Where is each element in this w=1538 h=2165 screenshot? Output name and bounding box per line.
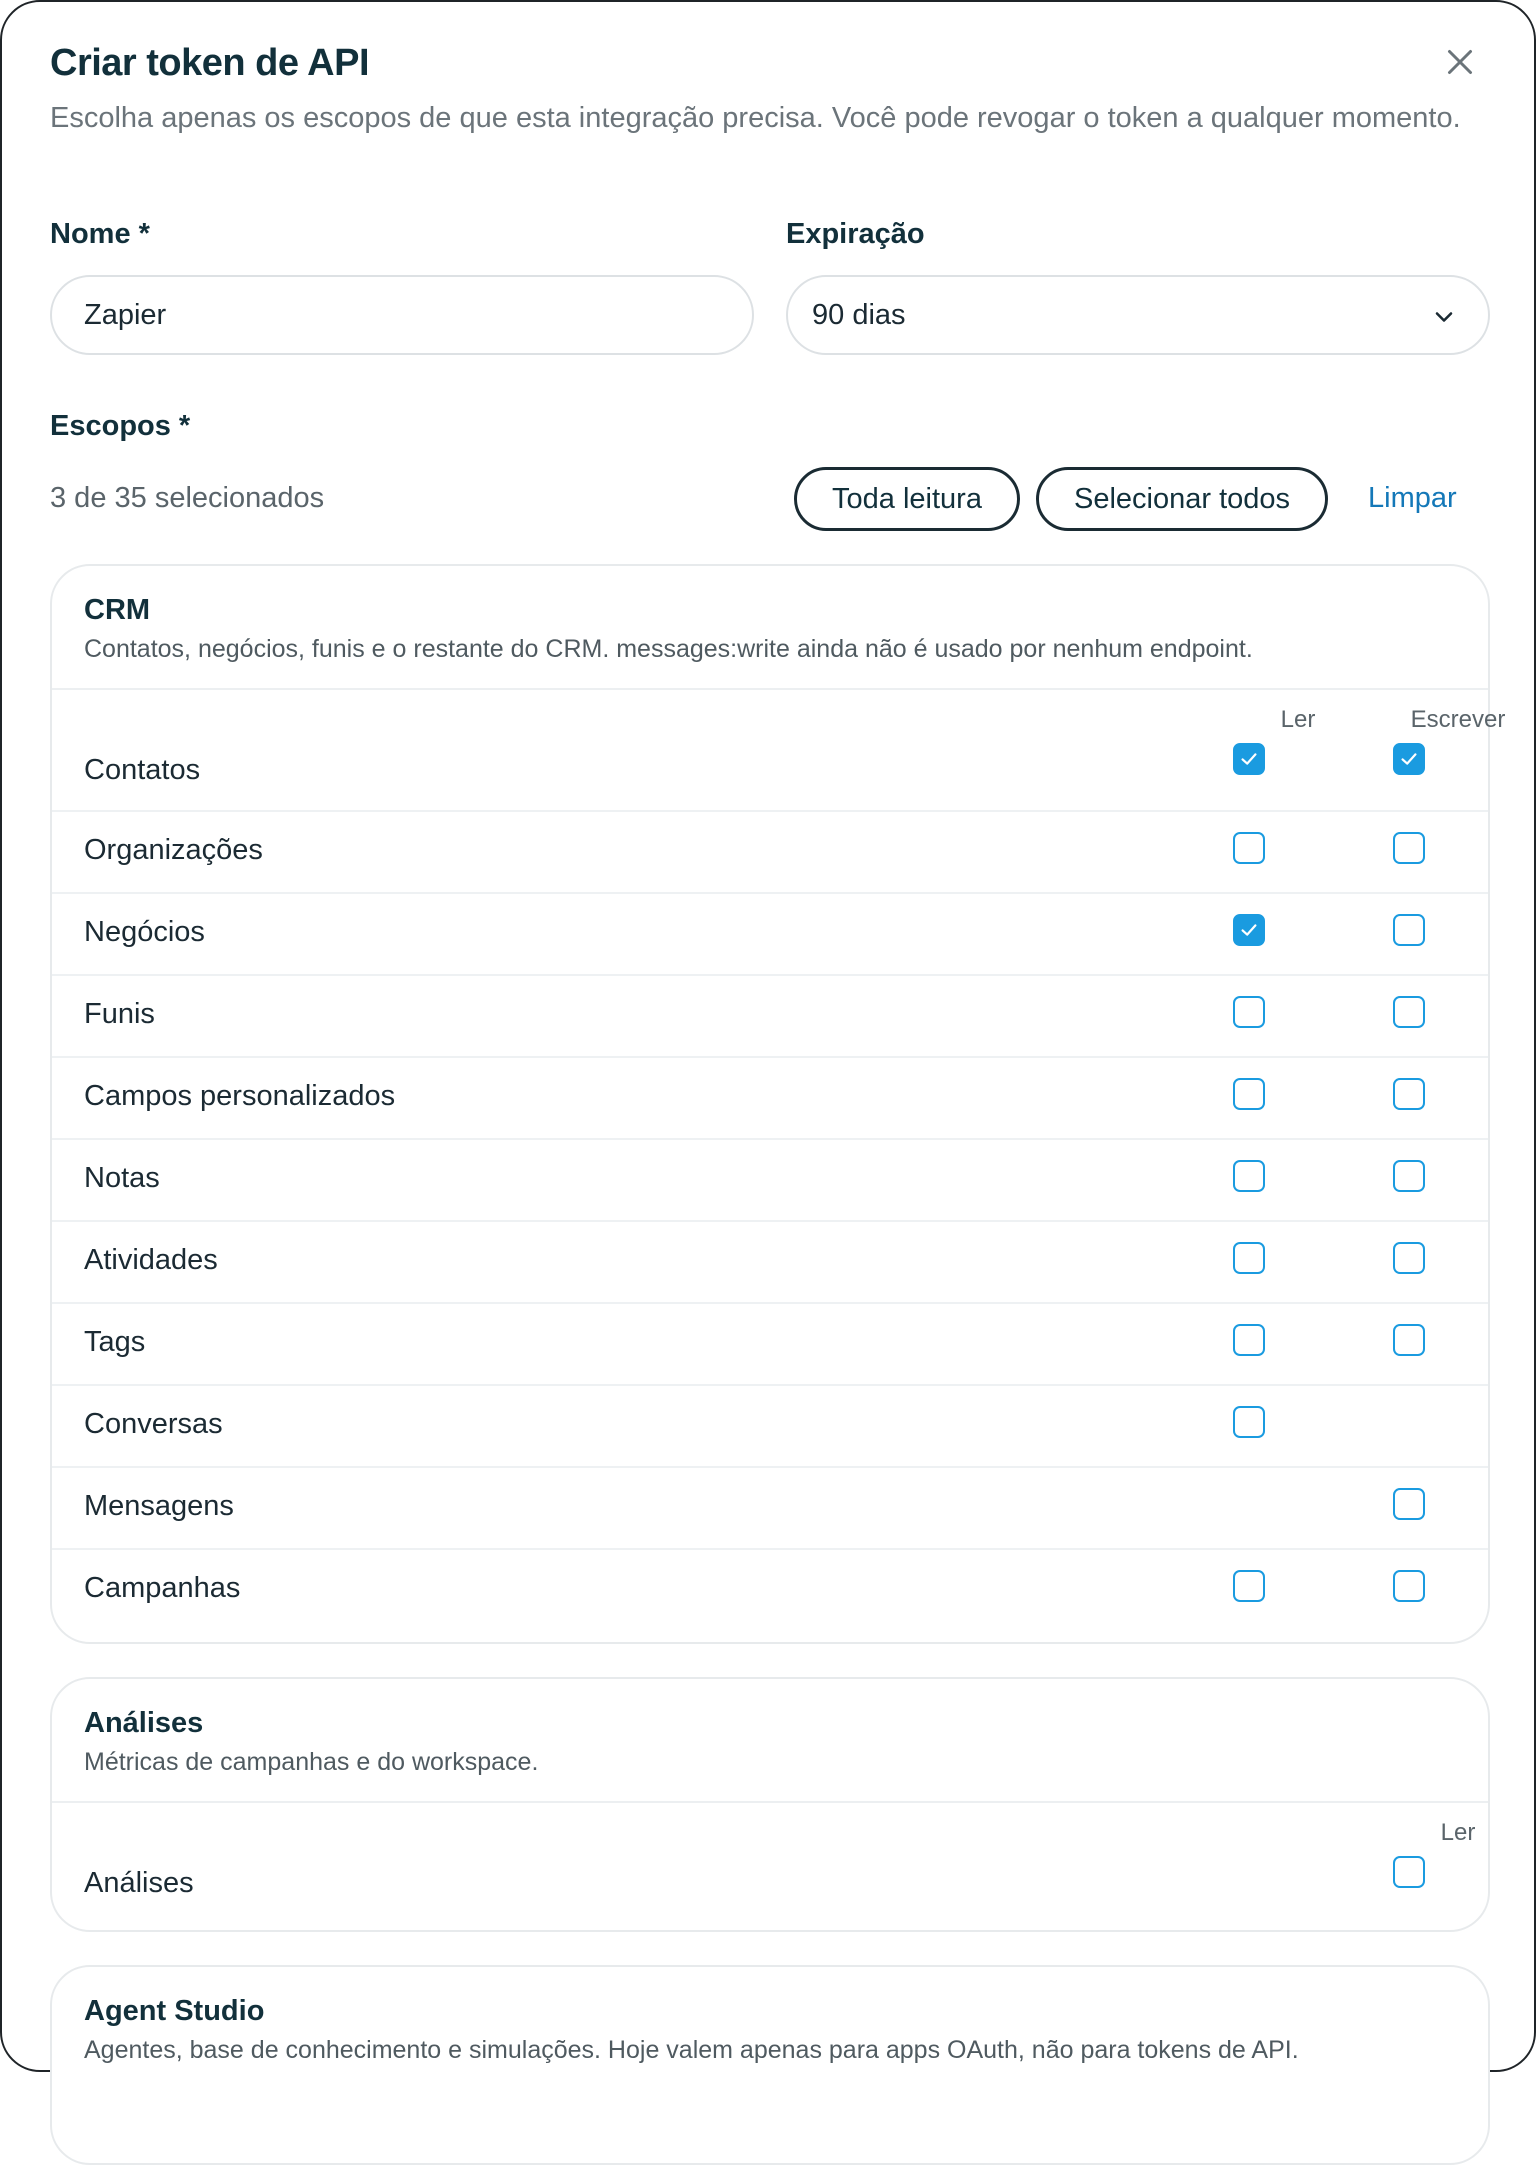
scope-label: Conversas [84, 1408, 223, 1440]
scope-label: Mensagens [84, 1490, 234, 1522]
write-checkbox[interactable] [1393, 1078, 1425, 1110]
scope-label: Negócios [84, 916, 205, 948]
write-checkbox[interactable] [1393, 996, 1425, 1028]
read-checkbox[interactable] [1233, 1078, 1265, 1110]
group-title: Agent Studio [84, 1995, 265, 2027]
write-checkbox[interactable] [1393, 743, 1425, 775]
write-checkbox[interactable] [1393, 1242, 1425, 1274]
group-header [52, 566, 1488, 690]
read-checkbox[interactable] [1233, 914, 1265, 946]
read-checkbox[interactable] [1393, 1856, 1425, 1888]
select-all-button[interactable]: Selecionar todos [1036, 467, 1328, 531]
scope-label: Atividades [84, 1244, 218, 1276]
group-header [52, 1679, 1488, 1803]
group-description: Métricas de campanhas e do workspace. [84, 1748, 539, 1776]
scope-row [52, 1302, 1488, 1384]
scope-row [52, 892, 1488, 974]
clear-button[interactable]: Limpar [1368, 482, 1457, 514]
scope-row [52, 728, 1488, 810]
scope-row [52, 1056, 1488, 1138]
selected-count: 3 de 35 selecionados [50, 482, 325, 514]
write-checkbox[interactable] [1393, 832, 1425, 864]
group-title: CRM [84, 594, 151, 626]
scope-row [52, 810, 1488, 892]
scope-row [52, 974, 1488, 1056]
read-checkbox[interactable] [1233, 832, 1265, 864]
scope-label: Notas [84, 1162, 160, 1194]
column-header-read: Ler [1440, 1819, 1476, 1846]
dialog-header [50, 42, 1461, 138]
scope-group-agent-studio [50, 1965, 1490, 2165]
scope-label: Campos personalizados [84, 1080, 396, 1112]
group-title: Análises [84, 1707, 204, 1739]
scope-row [52, 1841, 1488, 1923]
scope-row [52, 1548, 1488, 1630]
close-button[interactable] [1442, 44, 1478, 80]
column-header-write: Escrever [1410, 706, 1506, 733]
scope-group-crm [50, 564, 1506, 1644]
read-checkbox[interactable] [1233, 743, 1265, 775]
scope-group-analytics [50, 1677, 1490, 1932]
column-header-read: Ler [1280, 706, 1316, 733]
expiration-value: 90 dias [812, 298, 906, 331]
scope-row [52, 1384, 1488, 1466]
expiration-label: Expiração [786, 218, 925, 250]
read-checkbox[interactable] [1233, 996, 1265, 1028]
name-field[interactable] [50, 275, 754, 355]
read-checkbox[interactable] [1233, 1570, 1265, 1602]
name-input[interactable] [84, 299, 720, 332]
scopes-label: Escopos * [50, 410, 191, 442]
write-checkbox[interactable] [1393, 1324, 1425, 1356]
group-description: Contatos, negócios, funis e o restante do CRM. messages:write ainda não é usado por nenhum endpoint. [84, 635, 1253, 663]
scope-label: Contatos [84, 754, 201, 786]
scope-label: Campanhas [84, 1572, 241, 1604]
expiration-select[interactable] [786, 275, 1490, 355]
scope-row [52, 1138, 1488, 1220]
read-checkbox[interactable] [1233, 1406, 1265, 1438]
dialog-title: Criar token de API [50, 42, 370, 84]
scope-row [52, 1466, 1488, 1548]
read-checkbox[interactable] [1233, 1160, 1265, 1192]
chevron-down-icon [1430, 303, 1458, 331]
group-description: Agentes, base de conhecimento e simulações. Hoje valem apenas para apps OAuth, não para tokens de API. [84, 2036, 1299, 2064]
read-checkbox[interactable] [1233, 1324, 1265, 1356]
write-checkbox[interactable] [1393, 914, 1425, 946]
write-checkbox[interactable] [1393, 1570, 1425, 1602]
group-header [52, 1967, 1488, 2089]
scope-row [52, 1220, 1488, 1302]
write-checkbox[interactable] [1393, 1160, 1425, 1192]
scope-label: Funis [84, 998, 155, 1030]
dialog-subtitle: Escolha apenas os escopos de que esta integração precisa. Você pode revogar o token a qualquer momento. [50, 102, 1461, 134]
read-checkbox[interactable] [1233, 1242, 1265, 1274]
write-checkbox[interactable] [1393, 1488, 1425, 1520]
name-label: Nome * [50, 218, 150, 250]
close-icon [1442, 44, 1478, 80]
scope-label: Tags [84, 1326, 146, 1358]
scope-label: Organizações [84, 834, 263, 866]
scope-label: Análises [84, 1867, 194, 1899]
read-all-button[interactable]: Toda leitura [794, 467, 1020, 531]
